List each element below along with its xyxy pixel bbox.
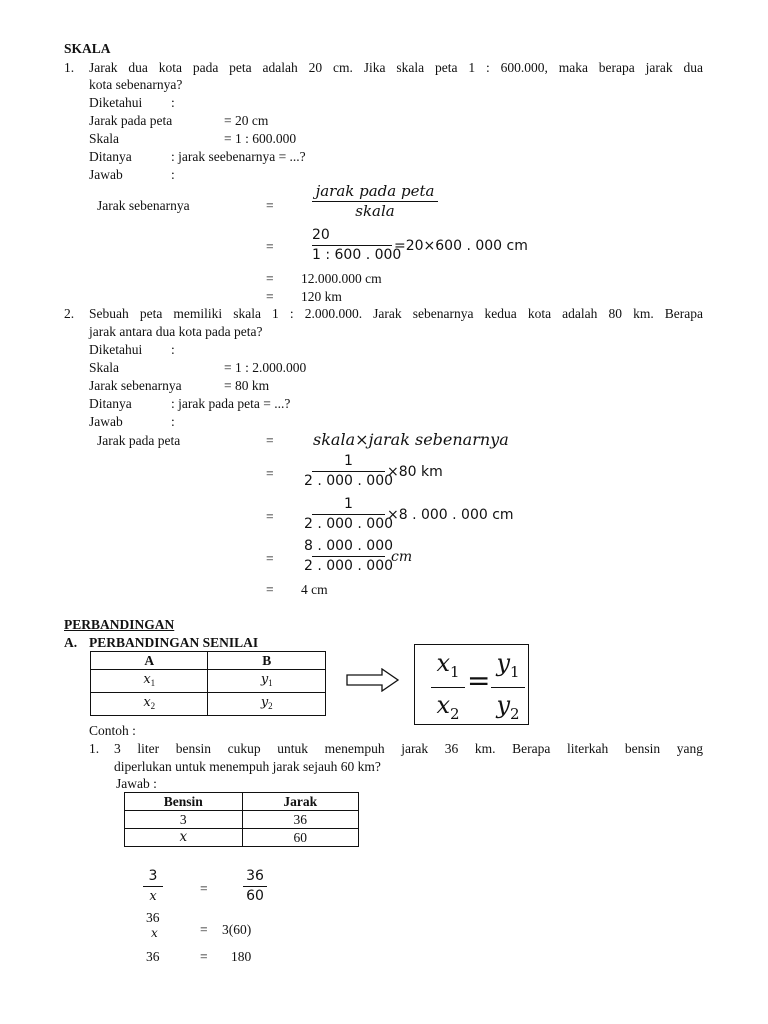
ex1-line3-right: 180 (231, 949, 252, 964)
p1-fraction-substitution-rest: =20×600 . 000 cm (394, 237, 528, 254)
example-1-question-line-1: 3 liter bensin cukup untuk menempuh jarak 36 km. Berapa literkah bensin yang (114, 741, 703, 756)
table-header-b: B (208, 652, 326, 670)
p1-result-cm: 12.000.000 cm (301, 271, 382, 286)
p1-fraction-substitution-frac (312, 226, 402, 265)
p2-jarak-sebenarnya-value: = 80 km (224, 378, 270, 393)
formula-y1: $y_1$ (496, 649, 520, 681)
p2-fraction-converted (303, 495, 514, 534)
table-cell-y1: $y_1$ (208, 670, 326, 693)
ex1-eq-3: = (200, 949, 208, 964)
problem-1-number: 1. (64, 60, 75, 75)
subsection-number: A. (64, 635, 78, 650)
p2-fraction-converted-denominator: 2 . 000 . 000 (303, 516, 394, 532)
ex1-line2-right: 3(60) (222, 922, 252, 937)
p1-skala-label: Skala (89, 131, 119, 146)
formula-right-fraction (489, 648, 527, 731)
right-arrow-icon (346, 668, 400, 692)
formula-x1: $x_1$ (436, 649, 460, 681)
table-cell-jarak: 36 (242, 811, 358, 829)
p2-fraction-combined-denominator: 2 . 000 . 000 (303, 558, 394, 574)
p1-fraction-substitution-numerator: 20 (312, 227, 330, 243)
example-1-number: 1. (89, 741, 100, 756)
p2-fraction-substitution-frac (303, 452, 394, 491)
table-header-bensin: Bensin (125, 793, 243, 811)
table-header-row (125, 793, 359, 811)
p2-eq-2: = (266, 466, 274, 481)
formula-left-fraction (429, 648, 467, 731)
p1-eq-1: = (266, 198, 274, 213)
problem-2-question-line-2: jarak antara dua kota pada peta? (89, 324, 263, 339)
table-header-row (91, 652, 326, 670)
p2-fraction-combined-numerator: 8 . 000 . 000 (303, 538, 394, 554)
table-cell-y2: $y_2$ (208, 693, 326, 716)
ex1-eq-2: = (200, 922, 208, 937)
p1-calc-label: Jarak sebenarnya (97, 198, 190, 213)
p1-jawab-label: Jawab (89, 167, 123, 182)
p2-jawab-colon: : (171, 414, 175, 429)
ex1-line2-numerator: 36 (146, 910, 160, 925)
p2-fraction-converted-rest: ×8 . 000 . 000 cm (387, 506, 514, 523)
ex1-right-fraction-numerator: 36 (246, 868, 264, 884)
p1-jarak-pada-peta-label: Jarak pada peta (89, 113, 173, 128)
problem-1-question-line-1: Jarak dua kota pada peta adalah 20 cm. Jika skala peta 1 : 600.000, maka berapa jarak dua (89, 60, 703, 75)
p2-skala-label: Skala (89, 360, 119, 375)
ex1-right-fraction (243, 867, 267, 906)
p2-fraction-substitution-numerator: 1 (344, 453, 353, 469)
table-cell-bensin: 3 (125, 811, 243, 829)
p2-jarak-sebenarnya-label: Jarak sebenarnya (89, 378, 182, 393)
subsection-title-senilai: PERBANDINGAN SENILAI (89, 635, 259, 650)
ex1-right-fraction-denominator: 60 (246, 888, 264, 904)
p2-fraction-substitution-denominator: 2 . 000 . 000 (303, 473, 394, 489)
p2-ditanya-label: Ditanya (89, 396, 132, 411)
senilai-variable-table (90, 651, 326, 716)
example-1-jawab: Jawab : (116, 776, 157, 791)
table-row (91, 693, 326, 716)
p1-fraction-substitution (312, 226, 528, 265)
p1-result-km: 120 km (301, 289, 342, 304)
formula-y2: $y_2$ (496, 691, 520, 723)
p2-calc-label: Jarak pada peta (97, 433, 181, 448)
p2-diketahui-colon: : (171, 342, 175, 357)
p2-diketahui-label: Diketahui (89, 342, 143, 357)
p2-result: 4 cm (301, 582, 328, 597)
p2-eq-4: = (266, 551, 274, 566)
p2-formula: skala×jarak sebenarnya (313, 430, 509, 449)
p2-skala-value: = 1 : 2.000.000 (224, 360, 307, 375)
p1-jarak-pada-peta-value: = 20 cm (224, 113, 269, 128)
p1-eq-3: = (266, 271, 274, 286)
table-cell-x1: $x_1$ (91, 670, 208, 693)
p1-diketahui-colon: : (171, 95, 175, 110)
p1-jawab-colon: : (171, 167, 175, 182)
senilai-formula-box (414, 644, 529, 725)
p1-eq-2: = (266, 239, 274, 254)
p1-fraction-substitution-denominator: 1 : 600 . 000 (312, 247, 402, 263)
table-row (91, 670, 326, 693)
p2-fraction-converted-numerator: 1 (344, 496, 353, 512)
p1-eq-4: = (266, 289, 274, 304)
ex1-left-fraction-denominator: x (149, 889, 157, 904)
p2-jawab-label: Jawab (89, 414, 123, 429)
p1-fraction-formula (312, 182, 438, 221)
problem-1-question-line-2: kota sebenarnya? (89, 77, 183, 92)
formula-x2: $x_2$ (436, 691, 460, 723)
p2-fraction-combined-frac (303, 537, 394, 576)
formula-equals: = (467, 664, 491, 697)
p2-fraction-combined (303, 537, 413, 576)
p2-fraction-combined-unit: cm (391, 548, 413, 565)
table-cell-x2: $x_2$ (91, 693, 208, 716)
table-header-a: A (91, 652, 208, 670)
p2-fraction-substitution (303, 452, 443, 491)
p1-ditanya-value: : jarak seebenarnya = ...? (171, 149, 306, 164)
ex1-line2-variable: x (151, 926, 158, 940)
example-1-question-line-2: diperlukan untuk menempuh jarak sejauh 60 km? (114, 759, 381, 774)
section-title-perbandingan: PERBANDINGAN (64, 617, 175, 632)
ex1-left-fraction-numerator: 3 (148, 868, 158, 884)
p2-fraction-converted-frac (303, 495, 394, 534)
p1-ditanya-label: Ditanya (89, 149, 132, 164)
contoh-label: Contoh : (89, 723, 136, 738)
table-cell-bensin-unknown: x (125, 829, 243, 847)
p2-fraction-substitution-rest: ×80 km (387, 463, 443, 480)
section-title-skala: SKALA (64, 41, 111, 56)
p1-skala-value: = 1 : 600.000 (224, 131, 297, 146)
p2-eq-3: = (266, 509, 274, 524)
table-row (125, 811, 359, 829)
p1-diketahui-label: Diketahui (89, 95, 143, 110)
table-header-jarak: Jarak (242, 793, 358, 811)
bensin-jarak-table (124, 792, 359, 847)
p1-fraction-formula-denominator: skala (355, 202, 395, 220)
problem-2-question-line-1: Sebuah peta memiliki skala 1 : 2.000.000. Jarak sebenarnya kedua kota adalah 80 km. Berapa (89, 306, 703, 321)
table-cell-jarak: 60 (242, 829, 358, 847)
ex1-line3-left: 36 (146, 949, 160, 964)
table-row (125, 829, 359, 847)
p2-eq-1: = (266, 433, 274, 448)
p2-ditanya-value: : jarak pada peta = ...? (171, 396, 291, 411)
ex1-left-fraction (143, 867, 163, 906)
ex1-eq-1: = (200, 881, 208, 896)
p1-fraction-formula-numerator: jarak pada peta (315, 182, 435, 200)
p2-eq-5: = (266, 582, 274, 597)
problem-2-number: 2. (64, 306, 75, 321)
